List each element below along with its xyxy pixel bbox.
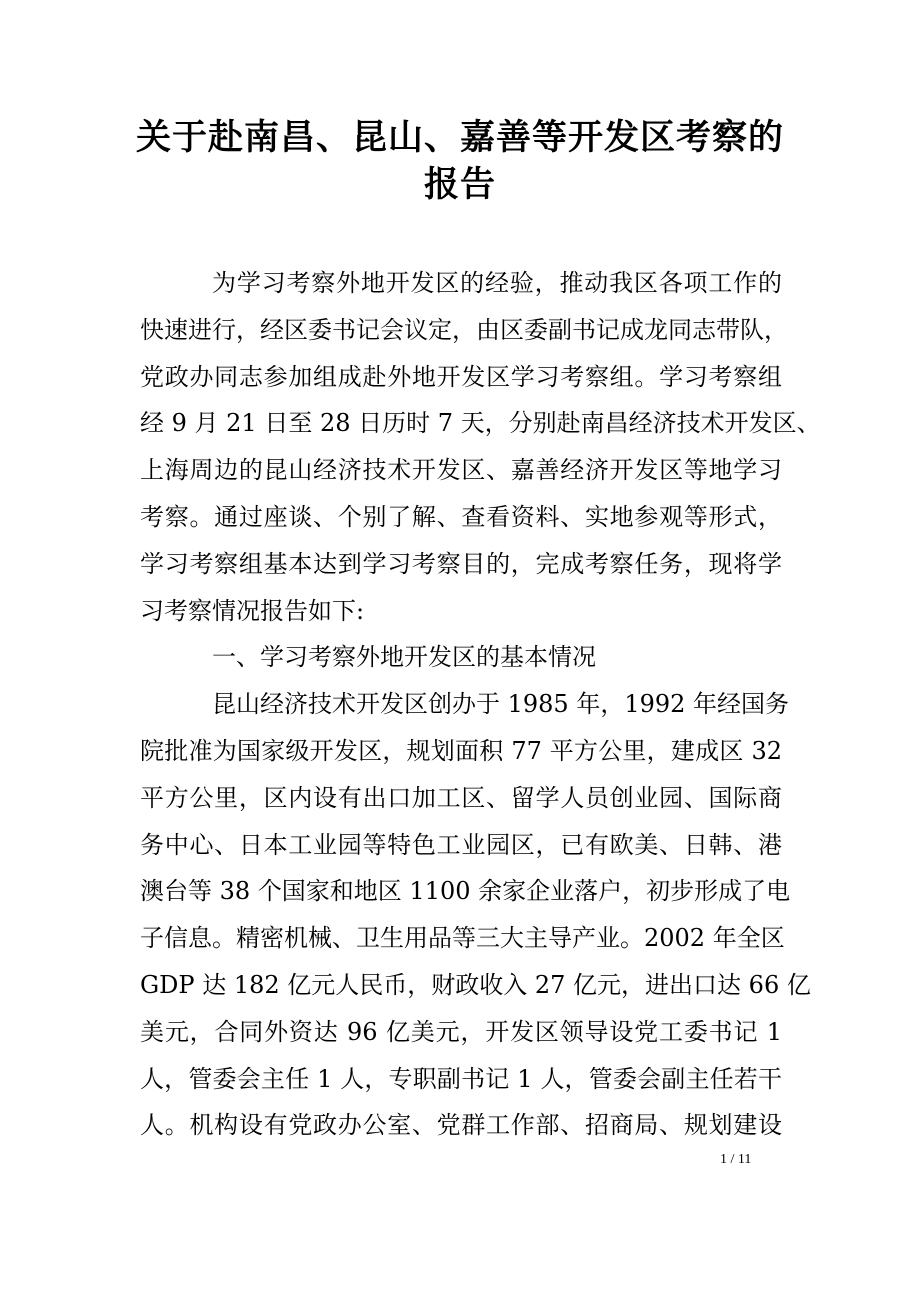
paragraph-2-line: 人。机构设有党政办公室、党群工作部、招商局、规划建设	[140, 1111, 782, 1140]
section-heading: 一、学习考察外地开发区的基本情况	[212, 643, 596, 672]
paragraph-2-line: GDP 达 182 亿元人民币，财政收入 27 亿元，进出口达 66 亿	[140, 970, 811, 999]
paragraph-2-line: 昆山经济技术开发区创办于 1985 年，1992 年经国务	[212, 690, 790, 719]
paragraph-1-line: 经 9 月 21 日至 28 日历时 7 天，分别赴南昌经济技术开发区、	[140, 409, 821, 438]
paragraph-2-line: 院批准为国家级开发区，规划面积 77 平方公里，建成区 32	[140, 736, 782, 765]
paragraph-1-line: 快速进行，经区委书记会议定，由区委副书记成龙同志带队，	[140, 315, 788, 344]
paragraph-1-line: 学习考察组基本达到学习考察目的，完成考察任务，现将学	[140, 549, 782, 578]
paragraph-1-line: 考察。通过座谈、个别了解、查看资料、实地参观等形式，	[140, 502, 782, 531]
paragraph-2-line: 务中心、日本工业园等特色工业园区，已有欧美、日韩、港	[140, 830, 782, 859]
paragraph-1-line: 上海周边的昆山经济技术开发区、嘉善经济开发区等地学习	[140, 456, 782, 485]
paragraph-2-line: 澳台等 38 个国家和地区 1100 余家企业落户，初步形成了电	[140, 877, 791, 906]
page-number: 1 / 11	[720, 1152, 752, 1167]
document-title-line-2: 报告	[423, 164, 496, 205]
paragraph-2-line: 平方公里，区内设有出口加工区、留学人员创业园、国际商	[140, 783, 782, 812]
document-title-line-1: 关于赴南昌、昆山、嘉善等开发区考察的	[135, 117, 784, 158]
paragraph-1-line: 党政办同志参加组成赴外地开发区学习考察组。学习考察组	[140, 362, 782, 391]
paragraph-1-line: 习考察情况报告如下:	[140, 596, 365, 625]
document-body	[140, 260, 821, 1149]
paragraph-2-line: 子信息。精密机械、卫生用品等三大主导产业。2002 年全区	[140, 924, 785, 953]
paragraph-2-line: 美元，合同外资达 96 亿美元，开发区领导设党工委书记 1	[140, 1017, 782, 1046]
paragraph-1-line: 为学习考察外地开发区的经验，推动我区各项工作的	[212, 269, 782, 297]
paragraph-2-line: 人，管委会主任 1 人，专职副书记 1 人，管委会副主任若干	[140, 1064, 782, 1093]
